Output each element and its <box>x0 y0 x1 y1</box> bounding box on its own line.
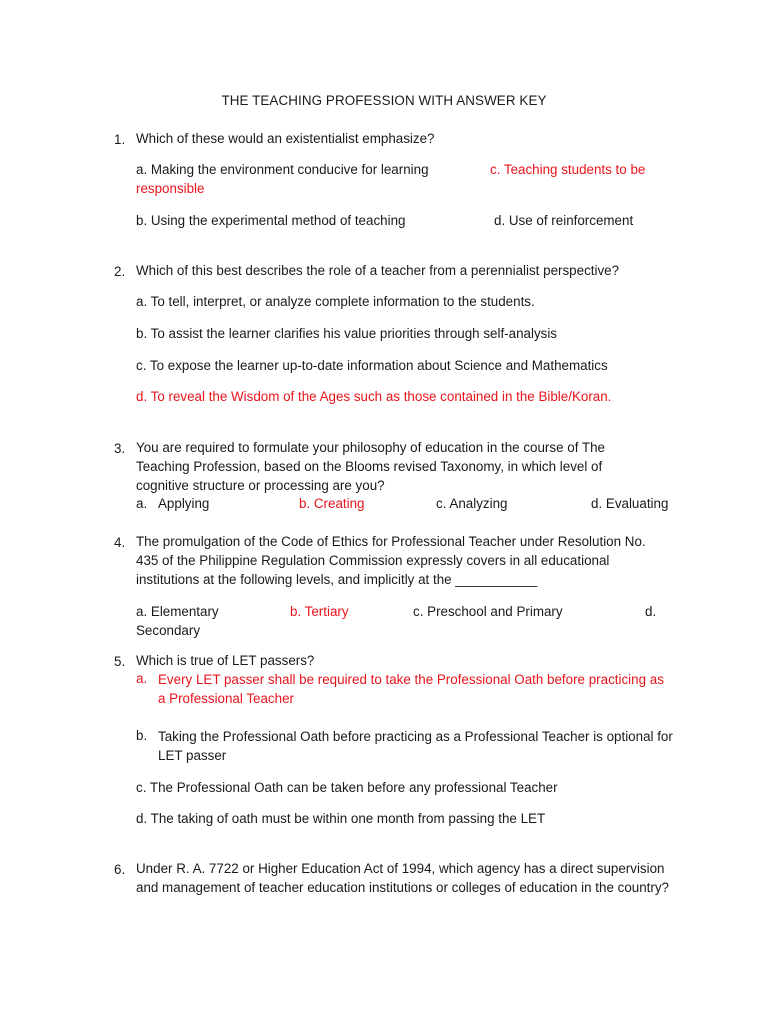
q4-option-a: a. Elementary <box>136 604 219 619</box>
q2-option-a: a. To tell, interpret, or analyze complete information to the students. <box>136 294 535 309</box>
q5-option-d: d. The taking of oath must be within one month from passing the LET <box>136 811 546 826</box>
q3-option-d: d. Evaluating <box>591 496 669 511</box>
q1-option-d: d. Use of reinforcement <box>494 213 634 228</box>
q1-option-c: c. Teaching students to be <box>490 162 646 177</box>
q2-text: Which of this best describes the role of a teacher from a perennialist perspective? <box>136 263 620 278</box>
q2-option-d: d. To reveal the Wisdom of the Ages such as those contained in the Bible/Koran. <box>136 389 612 404</box>
q4-option-d: Secondary <box>136 623 201 638</box>
q4-option-c: c. Preschool and Primary <box>413 604 563 619</box>
q1-text: Which of these would an existentialist emphasize? <box>136 131 435 146</box>
q5-text: Which is true of LET passers? <box>136 653 315 668</box>
q2-option-b: b. To assist the learner clarifies his value priorities through self-analysis <box>136 326 558 341</box>
q5-option-a-label: a. <box>136 671 148 686</box>
q5-option-b: Taking the Professional Oath before practicing as a Professional Teacher is optional for LET passer <box>158 729 673 763</box>
q4-option-b: b. Tertiary <box>290 604 349 619</box>
q3-option-a: Applying <box>158 496 210 511</box>
q1-number: 1. <box>114 132 126 147</box>
q4-text: The promulgation of the Code of Ethics for Professional Teacher under Resolution No. 435 of the Philippine Regulation Commission expressly covers in all educational institutions at the following levels, and implicitly at the ___________ <box>136 534 646 587</box>
q5-option-b-label: b. <box>136 728 148 743</box>
q6-text: Under R. A. 7722 or Higher Education Act of 1994, which agency has a direct supervision and management of teacher education institutions or colleges of education in the country? <box>136 861 669 895</box>
q4-option-d-label: d. <box>645 604 657 619</box>
q5-option-c: c. The Professional Oath can be taken before any professional Teacher <box>136 780 558 795</box>
q3-option-b: b. Creating <box>299 496 365 511</box>
q5-option-a: Every LET passer shall be required to take the Professional Oath before practicing as a Professional Teacher <box>158 672 664 706</box>
q4-number: 4. <box>114 535 126 550</box>
q1-option-c-cont: responsible <box>136 181 205 196</box>
q1-option-b: b. Using the experimental method of teaching <box>136 213 406 228</box>
q2-number: 2. <box>114 264 126 279</box>
q1-option-a: a. Making the environment conducive for learning <box>136 162 429 177</box>
q5-number: 5. <box>114 654 126 669</box>
q3-number: 3. <box>114 441 126 456</box>
q3-option-c: c. Analyzing <box>436 496 508 511</box>
q3-text: You are required to formulate your philosophy of education in the course of The Teaching Profession, based on the Blooms revised Taxonomy, in which level of cognitive structure or processing are you? <box>136 440 605 493</box>
page-title: THE TEACHING PROFESSION WITH ANSWER KEY <box>221 93 547 108</box>
q6-number: 6. <box>114 862 126 877</box>
q2-option-c: c. To expose the learner up-to-date information about Science and Mathematics <box>136 358 608 373</box>
q3-option-a-label: a. <box>136 496 148 511</box>
